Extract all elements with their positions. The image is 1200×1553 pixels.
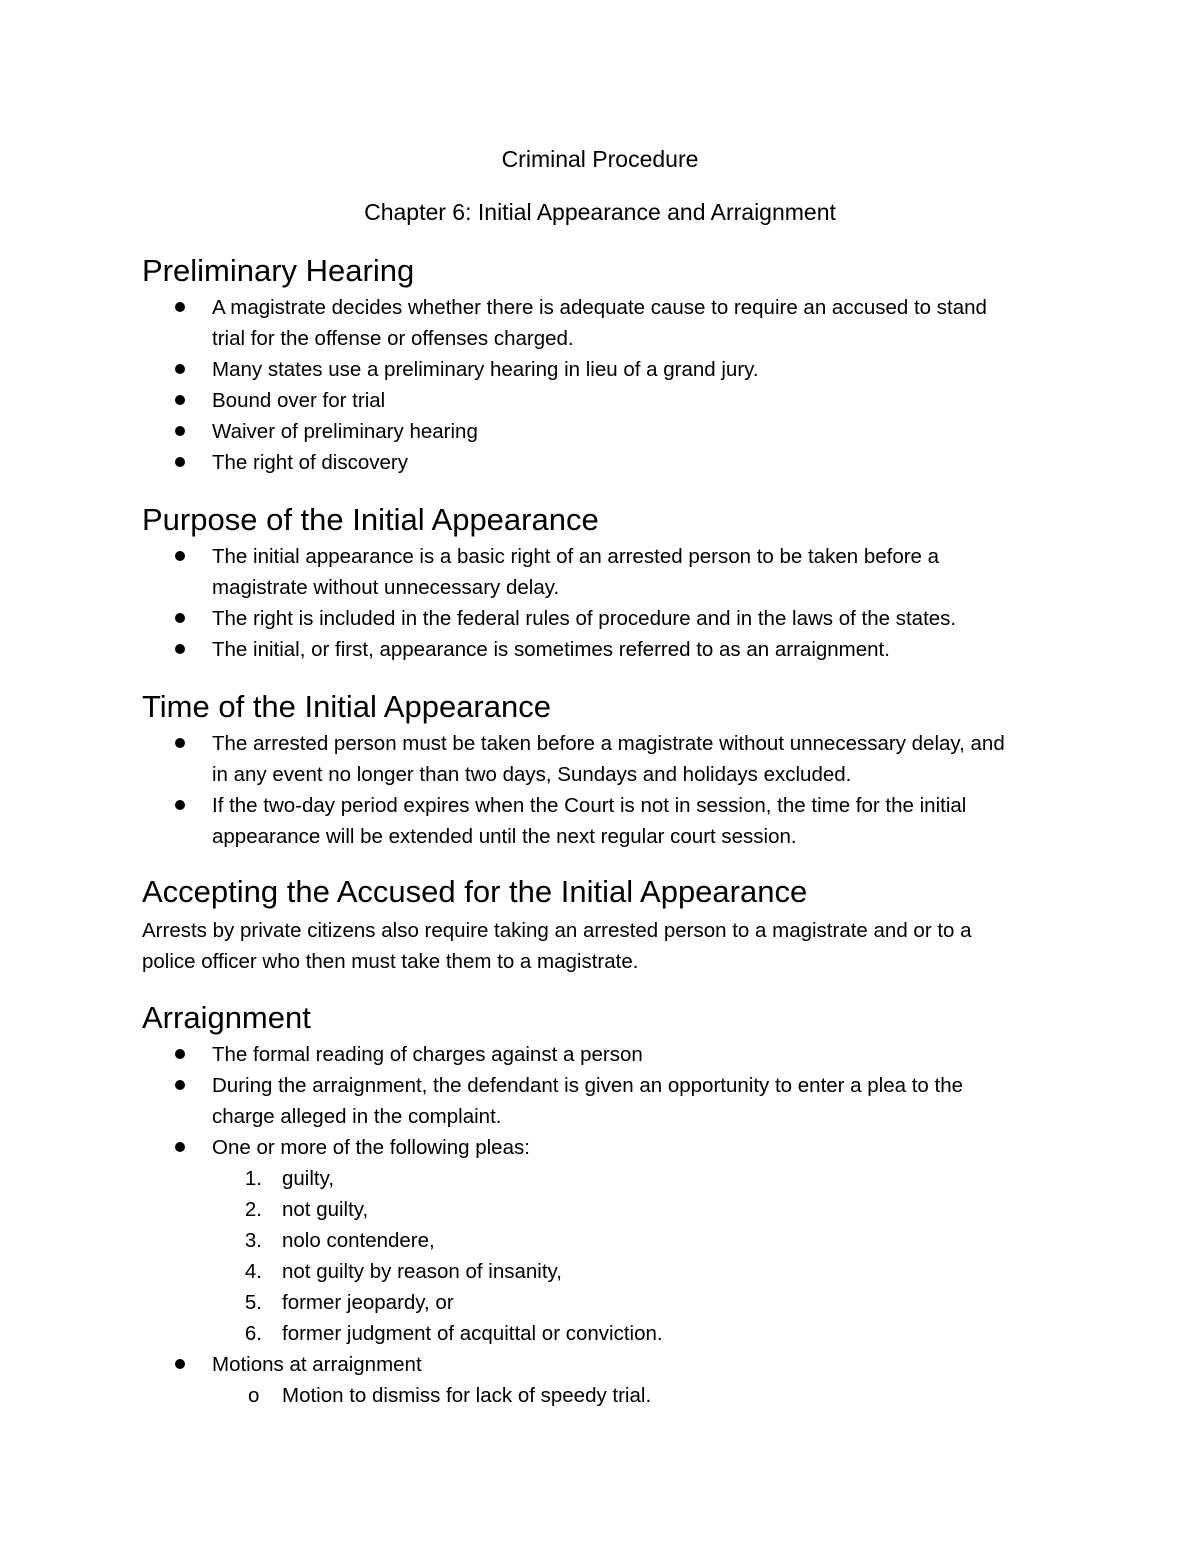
list-item-line: A magistrate decides whether there is adequate cause to require an accused to stand [212,296,987,319]
list-item-line: Motions at arraignment [212,1353,422,1376]
bullet-marker [175,613,185,623]
list-item-line: Many states use a preliminary hearing in lieu of a grand jury. [212,358,759,381]
list-item-line: One or more of the following pleas: [212,1136,530,1159]
section-heading-accepting-accused: Accepting the Accused for the Initial Appearance [142,874,808,909]
bullet-marker [175,738,185,748]
plea-number: 5. [244,1291,262,1314]
sub-list-item-line: Motion to dismiss for lack of speedy trial. [282,1384,652,1407]
list-item-line: appearance will be extended until the next regular court session. [212,825,797,848]
plea-item: guilty, [282,1167,335,1190]
section-heading-preliminary-hearing: Preliminary Hearing [142,253,415,288]
list-item-line: The initial appearance is a basic right of an arrested person to be taken before a [212,545,940,568]
list-item-line: If the two-day period expires when the Court is not in session, the time for the initial [212,794,967,817]
paragraph-line: Arrests by private citizens also require taking an arrested person to a magistrate and or to a [142,919,972,942]
document-title: Criminal Procedure [501,146,699,172]
list-item-line: During the arraignment, the defendant is given an opportunity to enter a plea to the [212,1074,964,1097]
list-item-line: The initial, or first, appearance is sometimes referred to as an arraignment. [212,638,890,661]
section-heading-arraignment: Arraignment [142,1000,311,1035]
plea-item: not guilty, [282,1198,369,1221]
plea-item: nolo contendere, [282,1229,435,1252]
sub-bullet-marker: o [248,1384,260,1407]
bullet-marker [175,426,185,436]
list-item-line: in any event no longer than two days, Sundays and holidays excluded. [212,763,852,786]
bullet-marker [175,644,185,654]
chapter-subtitle: Chapter 6: Initial Appearance and Arraignment [364,199,836,225]
plea-number: 6. [244,1322,262,1345]
plea-item: not guilty by reason of insanity, [282,1260,562,1283]
section-heading-purpose: Purpose of the Initial Appearance [142,502,599,537]
list-item-line: Waiver of preliminary hearing [212,420,478,443]
bullet-marker [175,1049,185,1059]
list-item-line: The right is included in the federal rules of procedure and in the laws of the states. [212,607,957,630]
list-item-line: The arrested person must be taken before a magistrate without unnecessary delay, and [212,732,1005,755]
paragraph-line: police officer who then must take them to a magistrate. [142,950,639,973]
plea-number: 2. [244,1198,262,1221]
bullet-marker [175,800,185,810]
bullet-marker [175,364,185,374]
list-item-line: charge alleged in the complaint. [212,1105,502,1128]
plea-item: former jeopardy, or [282,1291,454,1314]
plea-item: former judgment of acquittal or conviction. [282,1322,663,1345]
plea-number: 3. [244,1229,262,1252]
bullet-marker [175,1142,185,1152]
bullet-marker [175,395,185,405]
section-heading-time: Time of the Initial Appearance [142,689,551,724]
plea-number: 1. [244,1167,262,1190]
list-item-line: trial for the offense or offenses charged. [212,327,574,350]
bullet-marker [175,302,185,312]
bullet-marker [175,1080,185,1090]
bullet-marker [175,1359,185,1369]
bullet-marker [175,457,185,467]
list-item-line: magistrate without unnecessary delay. [212,576,560,599]
list-item-line: The formal reading of charges against a person [212,1043,643,1066]
plea-number: 4. [244,1260,262,1283]
list-item-line: The right of discovery [212,451,408,474]
bullet-marker [175,551,185,561]
list-item-line: Bound over for trial [212,389,386,412]
